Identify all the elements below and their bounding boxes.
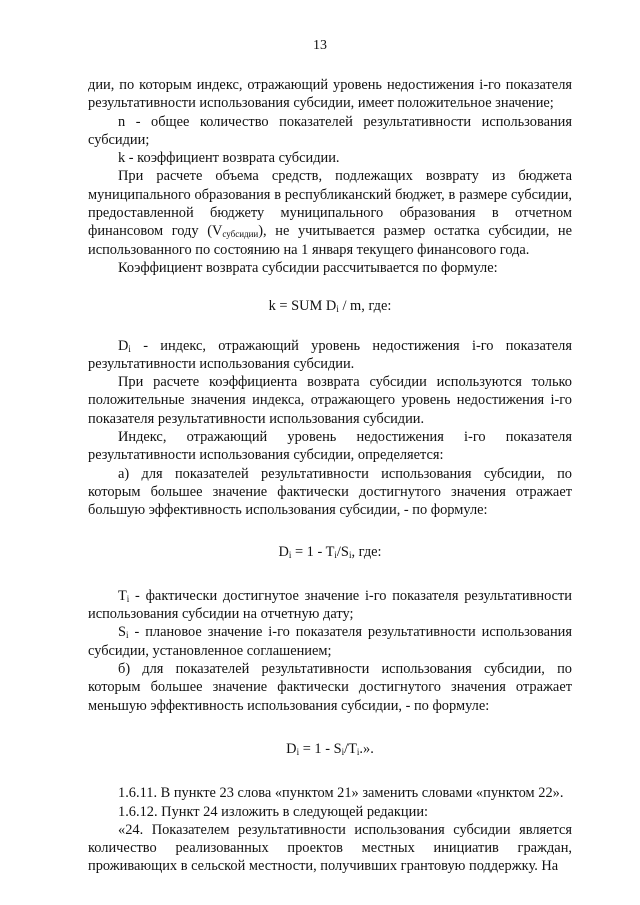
paragraph-n-definition: n - общее количество показателей результативности использования субсидии; (88, 113, 572, 148)
formula-coefficient: k = SUM $D_i$ / m, где: (268, 298, 392, 315)
paragraph-coefficient-intro: Коэффициент возврата субсидии рассчитывается по формуле: (118, 259, 498, 276)
paragraph-ti-definition: $T_i$ - фактически достигнутое значение i-го показателя результативности использования субсидии на отчетную дату; (88, 587, 572, 623)
formula-case-a: $D_i = 1 - T_i/S_i$, где: (278, 543, 382, 560)
paragraph-k-definition: k - коэффициент возврата субсидии. (118, 150, 340, 167)
paragraph-index-defined: Индекс, отражающий уровень недостижения i-го показателя результативности использования субсидии, определяется: (88, 429, 572, 464)
paragraph-refund-volume: При расчете объема средств, подлежащих возврату из бюджета муниципального образования в республиканский бюджет, в размере субсидии, предоставленной бюджету муниципального образования в отчетном финансовом году $(V_{субсидии})$, не учитывается размер остатка субсидии, не использованного по состоянию на 1 января текущего финансового года. (88, 168, 573, 258)
paragraph-case-b: б) для показателей результативности использования субсидии, по которым большее значение фактически достигнутого значения отражает меньшую эффективность использования субсидии, - по формуле: (88, 661, 572, 714)
document-body (88, 76, 572, 876)
paragraph-item-1-6-12: 1.6.12. Пункт 24 изложить в следующей редакции: (118, 803, 429, 820)
page-number: 13 (313, 38, 327, 53)
paragraph-item-24: «24. Показателем результативности использования субсидии является количество реализованных проектов местных инициатив граждан, проживающих в сельской местности, получивших грантовую поддержку. На (88, 821, 572, 875)
paragraph-positive-values: При расчете коэффициента возврата субсидии используются только положительные значения индекса, отражающего уровень недостижения i-го показателя результативности использования субсидии. (88, 374, 572, 427)
paragraph-item-1-6-11: 1.6.11. В пункте 23 слова «пунктом 21» заменить словами «пунктом 22». (118, 785, 564, 802)
paragraph-si-definition: $S_i$ - плановое значение i-го показателя результативности использования субсидии, установленное соглашением; (88, 624, 572, 659)
paragraph-case-a: а) для показателей результативности использования субсидии, по которым большее значение фактически достигнутого значения отражает большую эффективность использования субсидии, - по формуле: (88, 465, 572, 519)
paragraph-continuation: дии, по которым индекс, отражающий уровень недостижения i-го показателя результативности использования субсидии, имеет положительное значение; (88, 77, 572, 112)
formula-case-b: $D_i = 1 - S_i/T_i$.». (286, 740, 374, 757)
paragraph-di-definition: $D_i$ - индекс, отражающий уровень недостижения i-го показателя результативности использования субсидии. (88, 337, 572, 372)
